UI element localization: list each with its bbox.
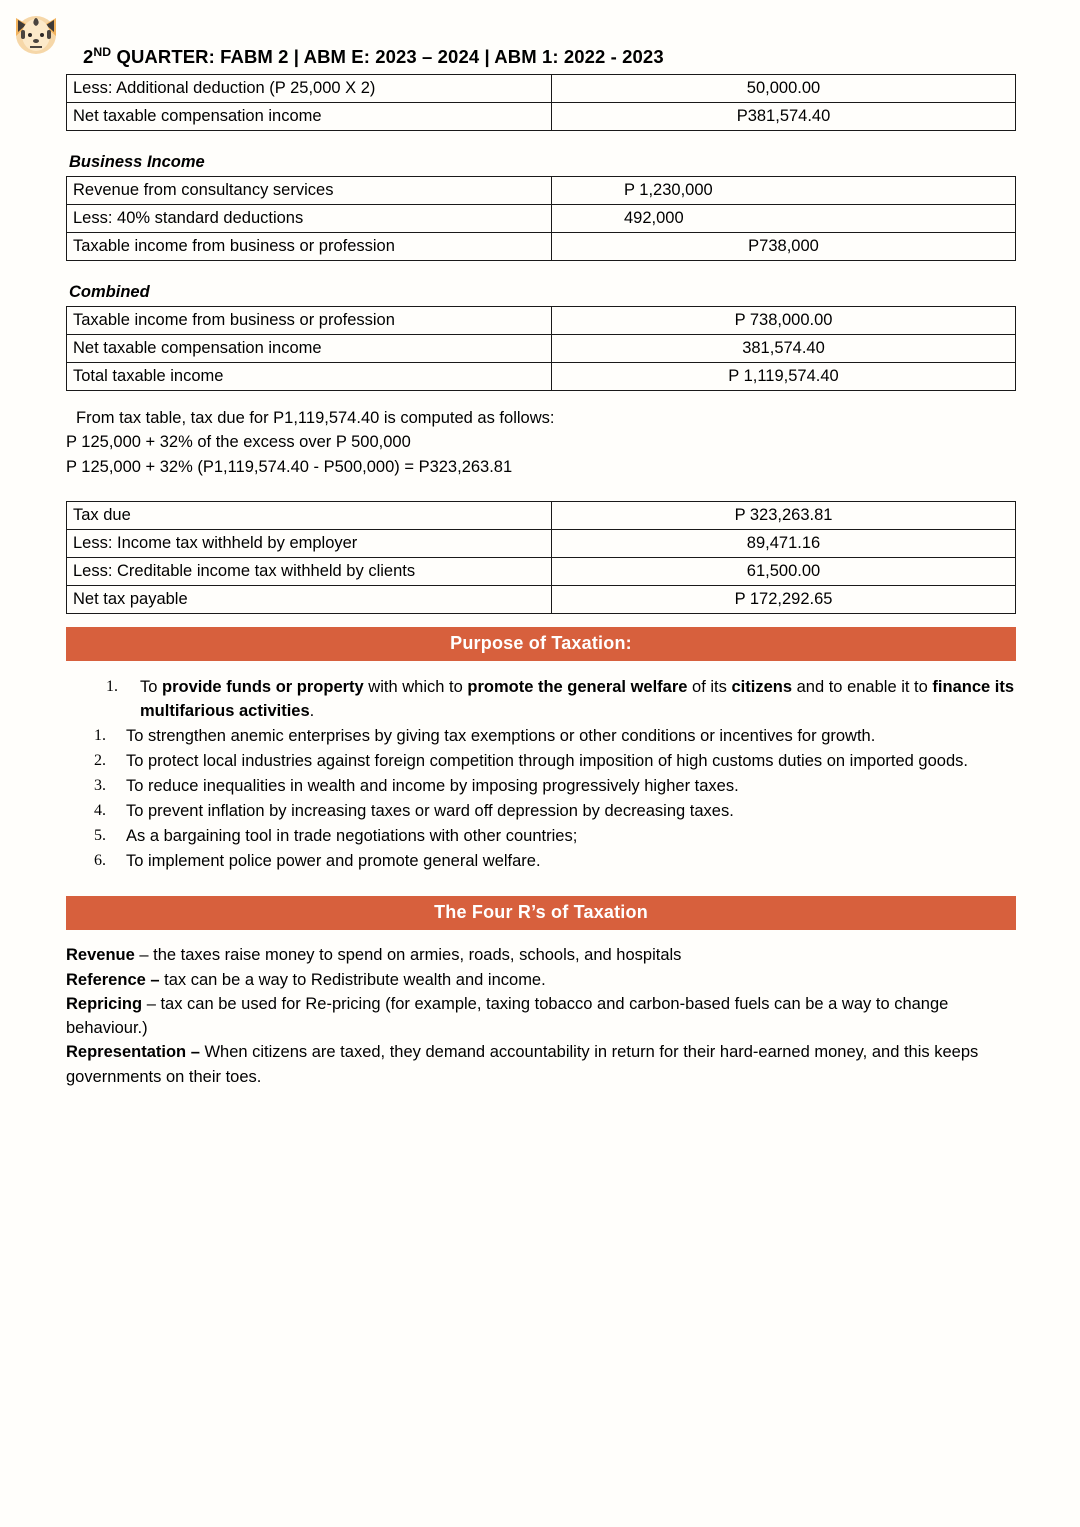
body-text: When citizens are taxed, they demand accountability in return for their hard-earned money, and this keeps governments on their toes. [66,1043,979,1086]
table-row [67,335,1016,363]
page-title [66,0,1016,74]
combined-heading: Combined [69,283,150,301]
document-body [66,0,1016,1089]
spacer [66,131,1016,153]
row-value: P 1,119,574.40 [552,363,1016,391]
row-value: 381,574.40 [552,335,1016,363]
computation-line-2: P 125,000 + 32% of the excess over P 500,000 [66,433,411,452]
list-item [66,824,1016,848]
body-text: tax can be a way to Redistribute wealth and income. [159,970,546,989]
row-label: Net taxable compensation income [67,335,552,363]
compensation-table [66,74,1016,131]
title-rest: QUARTER: FABM 2 | ABM E: 2023 – 2024 | ABM 1: 2022 - 2023 [111,46,664,67]
body-text: with which to [363,677,468,696]
four-rs-paragraph [66,1040,1016,1089]
list-item-number: 6. [94,852,106,870]
row-label: Tax due [67,501,552,529]
title-superscript: ND [93,44,112,59]
business-income-table [66,176,1016,261]
list-item-number: 1. [106,677,118,695]
table-row [67,307,1016,335]
table-row [67,103,1016,131]
body-text: and to enable it to [792,677,933,696]
business-income-heading: Business Income [69,153,205,171]
emphasis-text: Reference – [66,970,160,989]
computation-line-1: From tax table, tax due for P1,119,574.40 is computed as follows: [76,409,555,427]
list-item [66,749,1016,773]
row-value: 492,000 [552,205,1016,233]
list-item [66,724,1016,748]
body-text: of its [687,677,732,696]
list-item [66,799,1016,823]
spacer [66,261,1016,283]
emphasis-text: Revenue [66,946,135,965]
body-text: To prevent inflation by increasing taxes or ward off depression by decreasing taxes. [126,802,734,821]
body-text: – the taxes raise money to spend on armies, roads, schools, and hospitals [134,946,682,965]
list-item [66,774,1016,798]
row-label: Total taxable income [67,363,552,391]
emphasis-text: finance its multifarious activities [140,677,1015,720]
list-item [66,849,1016,873]
body-text: To reduce inequalities in wealth and income by imposing progressively higher taxes. [126,777,739,796]
emphasis-text: citizens [731,677,793,696]
body-text: To strengthen anemic enterprises by giving tax exemptions or other conditions or incentives for growth. [126,726,876,745]
spacer [66,614,1016,627]
list-item-number: 1. [94,726,106,744]
body-text: To [140,677,163,696]
title-prefix: 2 [83,46,94,67]
computation-line-3: P 125,000 + 32% (P1,119,574.40 - P500,000) = P323,263.81 [66,457,513,476]
row-value: P 172,292.65 [552,585,1016,613]
row-label: Net tax payable [67,585,552,613]
list-item-number: 2. [94,751,106,769]
table-row [67,233,1016,261]
list-item-number: 5. [94,827,106,845]
purpose-list-wrap [66,661,1016,874]
purpose-list [66,675,1016,874]
body-text: . [309,701,315,720]
list-item [66,675,1016,723]
emphasis-text: Representation – [66,1043,200,1062]
row-value: 50,000.00 [552,75,1016,103]
four-rs-paragraph [66,943,1016,967]
body-text: To protect local industries against foreign competition through imposition of high customs duties on imported goods. [126,751,968,770]
table-row [67,205,1016,233]
body-text: As a bargaining tool in trade negotiations with other countries; [126,827,578,846]
four-rs-paragraph [66,992,1016,1041]
row-label: Revenue from consultancy services [67,177,552,205]
emphasis-text: promote the general welfare [467,677,688,696]
row-value: P381,574.40 [552,103,1016,131]
row-value: 61,500.00 [552,557,1016,585]
table-row [67,585,1016,613]
purpose-of-taxation-banner: Purpose of Taxation: [66,627,1016,661]
emphasis-text: provide funds or property [162,677,364,696]
tiger-face-icon [8,6,64,58]
row-label: Less: Creditable income tax withheld by clients [67,557,552,585]
row-label: Less: Income tax withheld by employer [67,529,552,557]
row-label: Taxable income from business or profession [67,307,552,335]
table-row [67,529,1016,557]
table-row [67,501,1016,529]
combined-table [66,306,1016,391]
table-row [67,557,1016,585]
body-text: – tax can be used for Re-pricing (for example, taxing tobacco and carbon-based fuels can be a way to change behaviour.) [66,994,949,1038]
table-row [67,363,1016,391]
computation-block [66,391,1016,479]
row-label: Taxable income from business or profession [67,233,552,261]
row-label: Less: Additional deduction (P 25,000 X 2) [67,75,552,103]
row-label: Less: 40% standard deductions [67,205,552,233]
row-value: P 1,230,000 [552,177,1016,205]
four-rs-banner: The Four R’s of Taxation [66,896,1016,930]
emphasis-text: Repricing [66,994,143,1013]
list-item-number: 3. [94,777,106,795]
row-value: P 323,263.81 [552,501,1016,529]
row-value: 89,471.16 [552,529,1016,557]
four-rs-body [66,930,1016,1089]
row-value: P 738,000.00 [552,307,1016,335]
row-value: P738,000 [552,233,1016,261]
spacer [66,874,1016,896]
four-rs-paragraph [66,968,1016,992]
table-row [67,75,1016,103]
row-label: Net taxable compensation income [67,103,552,131]
tax-due-table [66,501,1016,614]
table-row [67,177,1016,205]
list-item-number: 4. [94,802,106,820]
body-text: To implement police power and promote general welfare. [126,852,541,871]
spacer [66,479,1016,501]
